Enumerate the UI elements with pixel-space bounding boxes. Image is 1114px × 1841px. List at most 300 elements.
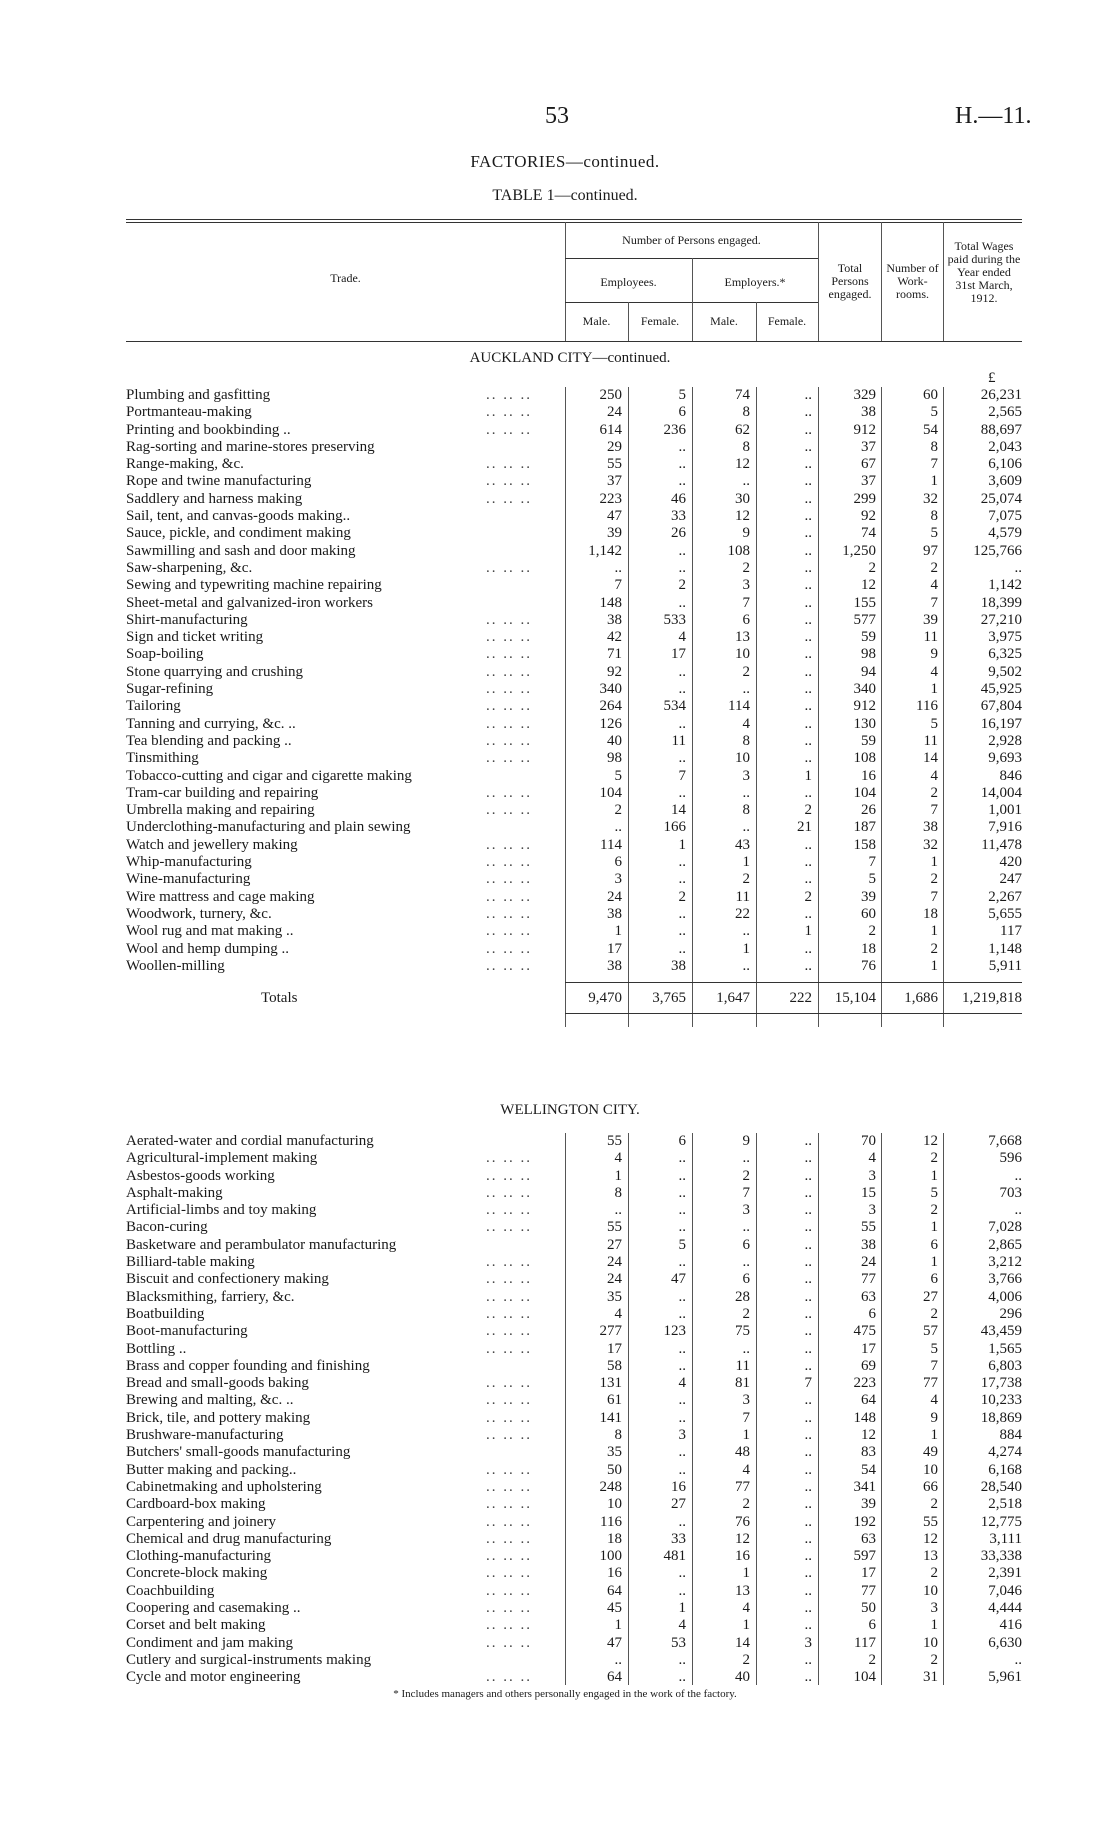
cell-employees-male: 55 [607, 456, 622, 473]
table-row [126, 923, 1022, 940]
cell-total-wages: 6,803 [988, 1357, 1022, 1374]
cell-employees-male: .. [614, 559, 622, 576]
cell-employers-female: .. [804, 1444, 812, 1461]
trade-name: Woollen-milling [126, 957, 225, 974]
cell-employees-male: 24 [607, 1271, 622, 1288]
dot-leader: .. .. .. [486, 784, 532, 801]
cell-employers-female: .. [804, 1167, 812, 1184]
cell-employees-male: 223 [599, 490, 622, 507]
totals-label: Totals [261, 990, 298, 1006]
table-row [126, 1514, 1022, 1531]
cell-total-wages: 247 [999, 871, 1022, 888]
cell-total-wages: 3,975 [988, 629, 1022, 646]
cell-employees-male: 98 [607, 750, 622, 767]
table-row [126, 837, 1022, 854]
total-employees-female: 3,765 [652, 990, 686, 1006]
cell-employers-female: .. [804, 646, 812, 663]
table-row [126, 768, 1022, 785]
cell-employers-female: 21 [797, 819, 812, 836]
cell-employers-female: .. [804, 1133, 812, 1149]
cell-employees-female: 2 [678, 888, 686, 905]
dot-leader: .. .. .. [486, 1478, 532, 1495]
dot-leader: .. .. .. [486, 1202, 532, 1219]
cell-total-persons: 1,250 [842, 542, 876, 559]
trade-name: Saddlery and harness making [126, 490, 303, 507]
cell-total-wages: 16,197 [980, 715, 1022, 732]
cell-total-wages: 3,111 [989, 1530, 1022, 1547]
cell-total-persons: 17 [861, 1340, 876, 1357]
table-row [126, 1375, 1022, 1392]
cell-employees-female: .. [678, 456, 686, 473]
table-row [126, 1565, 1022, 1582]
cell-employers-male: 8 [742, 802, 750, 819]
cell-employees-female: .. [678, 854, 686, 871]
cell-employers-female: .. [804, 611, 812, 628]
cell-employees-male: 55 [607, 1133, 622, 1149]
cell-employees-male: 18 [607, 1530, 622, 1547]
trade-name: Printing and bookbinding .. [126, 421, 291, 438]
cell-workrooms: 97 [923, 542, 938, 559]
cell-employees-male: 38 [607, 611, 622, 628]
trade-name: Asbestos-goods working [126, 1167, 275, 1184]
cell-total-wages: 27,210 [980, 611, 1022, 628]
cell-total-wages: .. [1014, 1202, 1022, 1219]
cell-workrooms: 32 [923, 490, 938, 507]
footnote: * Includes managers and others personally engaged in the work of the factory. [393, 1688, 737, 1700]
cell-employers-male: 1 [742, 940, 750, 957]
cell-total-persons: 37 [861, 438, 876, 455]
cell-employers-male: .. [742, 1254, 750, 1271]
cell-workrooms: 10 [923, 1461, 938, 1478]
table-row [126, 664, 1022, 681]
table-row [126, 1202, 1022, 1219]
dot-leader: .. .. .. [486, 629, 532, 646]
dot-leader: .. .. .. [486, 715, 532, 732]
cell-employers-male: 8 [742, 732, 750, 749]
cell-employees-male: 37 [607, 473, 622, 490]
cell-employees-female: 6 [678, 404, 686, 421]
trade-name: Artificial-limbs and toy making [126, 1202, 317, 1219]
cell-employers-female: .. [804, 456, 812, 473]
cell-employees-male: 1 [614, 1617, 622, 1634]
total-total-persons: 15,104 [834, 990, 876, 1006]
cell-workrooms: 4 [930, 663, 938, 680]
dot-leader: .. .. .. [486, 1409, 532, 1426]
cell-employers-male: 3 [742, 577, 750, 594]
cell-employees-male: 250 [599, 387, 622, 403]
cell-employees-male: 58 [607, 1357, 622, 1374]
document-reference: H.—11. [955, 103, 1032, 129]
trade-name: Billiard-table making [126, 1254, 255, 1271]
dot-leader: .. .. .. [486, 1305, 532, 1322]
cell-employers-female: .. [804, 594, 812, 611]
cell-total-persons: 50 [861, 1600, 876, 1617]
cell-employers-female: .. [804, 559, 812, 576]
trade-name: Cycle and motor engineering [126, 1669, 301, 1686]
cell-employees-male: 42 [607, 629, 622, 646]
dot-leader: .. .. .. [486, 490, 532, 507]
cell-total-persons: 12 [861, 1427, 876, 1444]
cell-employees-male: 64 [607, 1669, 622, 1686]
table-row [126, 1479, 1022, 1496]
trade-name: Cardboard-box making [126, 1496, 266, 1513]
dot-leader: .. .. .. [486, 732, 532, 749]
cell-employers-male: 8 [742, 404, 750, 421]
cell-employees-male: 64 [607, 1582, 622, 1599]
table-subheading: TABLE 1—continued. [492, 187, 638, 204]
cell-employees-male: 131 [599, 1375, 622, 1392]
cell-employees-male: 24 [607, 404, 622, 421]
cell-workrooms: 1 [930, 1617, 938, 1634]
cell-employees-male: 126 [599, 715, 622, 732]
trade-name: Woodwork, turnery, &c. [126, 905, 272, 922]
cell-total-wages: 2,043 [988, 438, 1022, 455]
table-row [126, 473, 1022, 490]
cell-employers-male: 4 [742, 1600, 750, 1617]
cell-total-persons: 76 [861, 957, 876, 974]
dot-leader: .. .. .. [486, 1582, 532, 1599]
cell-employers-female: .. [804, 1305, 812, 1322]
cell-employees-male: 148 [599, 594, 622, 611]
cell-total-persons: 2 [868, 559, 876, 576]
trade-name: Brewing and malting, &c. .. [126, 1392, 294, 1409]
cell-workrooms: 1 [930, 1254, 938, 1271]
trade-name: Sauce, pickle, and condiment making [126, 525, 351, 542]
cell-employees-female: .. [678, 559, 686, 576]
cell-employees-male: 55 [607, 1219, 622, 1236]
cell-employers-male: 40 [735, 1669, 750, 1686]
dot-leader: .. .. .. [486, 1375, 532, 1392]
table-row [126, 1669, 1022, 1686]
cell-employees-male: 8 [614, 1427, 622, 1444]
cell-employers-female: .. [804, 1478, 812, 1495]
table-row [126, 595, 1022, 612]
cell-employers-female: .. [804, 698, 812, 715]
cell-workrooms: 3 [930, 1600, 938, 1617]
dot-leader: .. .. .. [486, 663, 532, 680]
trade-name: Cutlery and surgical-instruments making [126, 1651, 372, 1668]
dot-leader: .. .. .. [486, 836, 532, 853]
cell-employees-female: .. [678, 1254, 686, 1271]
cell-workrooms: 57 [923, 1323, 938, 1340]
cell-workrooms: 5 [930, 525, 938, 542]
cell-total-wages: 416 [999, 1617, 1022, 1634]
cell-workrooms: 2 [930, 1202, 938, 1219]
trade-name: Tailoring [126, 698, 181, 715]
cell-employees-female: .. [678, 594, 686, 611]
table-row [126, 387, 1022, 404]
dot-leader: .. .. .. [486, 1496, 532, 1513]
cell-employees-female: .. [678, 1392, 686, 1409]
cell-total-wages: 6,325 [988, 646, 1022, 663]
trade-name: Sail, tent, and canvas-goods making.. [126, 508, 351, 525]
cell-total-persons: 187 [853, 819, 876, 836]
cell-total-wages: 3,609 [988, 473, 1022, 490]
cell-employees-male: 35 [607, 1444, 622, 1461]
dot-leader: .. .. .. [486, 1617, 532, 1634]
auckland-totals-row [126, 990, 1022, 1007]
table-row [126, 1635, 1022, 1652]
cell-employees-male: 17 [607, 940, 622, 957]
cell-total-persons: 475 [853, 1323, 876, 1340]
table-row [126, 1219, 1022, 1236]
table-row [126, 1462, 1022, 1479]
cell-employers-male: 1 [742, 854, 750, 871]
trade-name: Biscuit and confectionery making [126, 1271, 329, 1288]
cell-total-wages: 1,565 [988, 1340, 1022, 1357]
table-row [126, 1323, 1022, 1340]
cell-total-wages: 26,231 [980, 387, 1022, 403]
cell-employees-male: 1 [614, 1167, 622, 1184]
dot-leader: .. .. .. [486, 611, 532, 628]
cell-total-wages: 3,212 [988, 1254, 1022, 1271]
trade-name: Brick, tile, and pottery making [126, 1409, 311, 1426]
trade-name: Bottling .. [126, 1340, 187, 1357]
dot-leader: .. .. .. [486, 871, 532, 888]
trade-name: Asphalt-making [126, 1184, 223, 1201]
cell-employees-male: 17 [607, 1340, 622, 1357]
cell-workrooms: 13 [923, 1548, 938, 1565]
cell-employees-male: 6 [614, 854, 622, 871]
cell-employees-female: .. [678, 1219, 686, 1236]
table-row [126, 785, 1022, 802]
cell-employees-female: .. [678, 1150, 686, 1167]
cell-employers-female: .. [804, 1392, 812, 1409]
dot-leader: .. .. .. [486, 473, 532, 490]
trade-name: Coopering and casemaking .. [126, 1600, 301, 1617]
cell-employees-male: 141 [599, 1409, 622, 1426]
header-trade: Trade. [330, 271, 361, 285]
cell-total-wages: 28,540 [980, 1478, 1022, 1495]
table-row [126, 1254, 1022, 1271]
cell-total-persons: 2 [868, 923, 876, 940]
table-row [126, 1600, 1022, 1617]
table-row [126, 750, 1022, 767]
dot-leader: .. .. .. [486, 1461, 532, 1478]
cell-employees-male: 1,142 [588, 542, 622, 559]
cell-employers-male: 62 [735, 421, 750, 438]
cell-employees-female: .. [678, 784, 686, 801]
cell-employers-female: 1 [804, 767, 812, 784]
cell-employers-female: .. [804, 438, 812, 455]
cell-employers-female: .. [804, 732, 812, 749]
cell-employers-female: .. [804, 784, 812, 801]
cell-workrooms: 2 [930, 871, 938, 888]
cell-employers-female: .. [804, 1409, 812, 1426]
cell-total-persons: 158 [853, 836, 876, 853]
cell-employers-male: 1 [742, 1617, 750, 1634]
cell-workrooms: 2 [930, 1651, 938, 1668]
trade-name: Wool and hemp dumping .. [126, 940, 289, 957]
cell-total-wages: 11,478 [981, 836, 1022, 853]
dot-leader: .. .. .. [486, 1184, 532, 1201]
cell-total-wages: 125,766 [973, 542, 1022, 559]
cell-total-wages: 4,579 [988, 525, 1022, 542]
cell-total-wages: 33,338 [980, 1548, 1022, 1565]
cell-total-persons: 70 [861, 1133, 876, 1149]
table-row [126, 577, 1022, 594]
table-row [126, 1444, 1022, 1461]
cell-employers-female: .. [804, 1184, 812, 1201]
cell-employees-female: 5 [678, 387, 686, 403]
trade-name: Wire mattress and cage making [126, 888, 315, 905]
cell-total-wages: 1,001 [988, 802, 1022, 819]
table-row [126, 1410, 1022, 1427]
cell-employers-male: 10 [735, 750, 750, 767]
cell-employees-female: .. [678, 715, 686, 732]
cell-total-persons: 341 [853, 1478, 876, 1495]
cell-employers-male: 1 [742, 1427, 750, 1444]
trade-name: Agricultural-implement making [126, 1150, 318, 1167]
trade-name: Chemical and drug manufacturing [126, 1530, 332, 1547]
cell-employers-female: .. [804, 750, 812, 767]
dot-leader: .. .. .. [486, 1288, 532, 1305]
trade-name: Brushware-manufacturing [126, 1427, 284, 1444]
cell-employers-female: .. [804, 1427, 812, 1444]
cell-employers-female: .. [804, 508, 812, 525]
dot-leader: .. .. .. [486, 1565, 532, 1582]
cell-employers-male: 7 [742, 594, 750, 611]
cell-employers-female: .. [804, 1219, 812, 1236]
dot-leader: .. .. .. [486, 1323, 532, 1340]
cell-total-persons: 17 [861, 1565, 876, 1582]
cell-workrooms: 9 [930, 1409, 938, 1426]
cell-total-persons: 60 [861, 905, 876, 922]
trade-name: Sign and ticket writing [126, 629, 264, 646]
cell-employers-female: .. [804, 836, 812, 853]
dot-leader: .. .. .. [486, 1634, 532, 1651]
cell-workrooms: 4 [930, 767, 938, 784]
cell-employees-female: .. [678, 1651, 686, 1668]
cell-employers-female: .. [804, 421, 812, 438]
cell-employers-female: .. [804, 957, 812, 974]
cell-total-wages: 18,399 [980, 594, 1022, 611]
cell-total-wages: 2,518 [988, 1496, 1022, 1513]
cell-workrooms: 10 [923, 1582, 938, 1599]
currency-symbol: £ [988, 370, 996, 386]
dot-leader: .. .. .. [486, 404, 532, 421]
cell-workrooms: 1 [930, 1219, 938, 1236]
cell-employers-male: 3 [742, 767, 750, 784]
cell-employees-female: 481 [663, 1548, 686, 1565]
cell-employers-male: 81 [735, 1375, 750, 1392]
cell-employers-female: 2 [804, 802, 812, 819]
cell-workrooms: 6 [930, 1271, 938, 1288]
cell-workrooms: 5 [930, 715, 938, 732]
cell-employers-male: .. [742, 957, 750, 974]
trade-name: Basketware and perambulator manufacturing [126, 1236, 397, 1253]
cell-workrooms: 2 [930, 559, 938, 576]
cell-employees-male: 24 [607, 888, 622, 905]
cell-total-wages: 9,693 [988, 750, 1022, 767]
cell-employers-female: .. [804, 715, 812, 732]
cell-employers-female: .. [804, 1150, 812, 1167]
cell-total-wages: 884 [999, 1427, 1022, 1444]
dot-leader: .. .. .. [486, 456, 532, 473]
cell-total-persons: 77 [861, 1582, 876, 1599]
cell-workrooms: 1 [930, 1427, 938, 1444]
trade-name: Range-making, &c. [126, 456, 244, 473]
cell-employers-male: .. [742, 819, 750, 836]
table-row [126, 802, 1022, 819]
cell-employers-female: .. [804, 629, 812, 646]
cell-total-persons: 4 [868, 1150, 876, 1167]
cell-employees-female: .. [678, 681, 686, 698]
cell-employers-male: .. [742, 681, 750, 698]
cell-employees-female: .. [678, 1202, 686, 1219]
trade-name: Cabinetmaking and upholstering [126, 1478, 322, 1495]
cell-employers-female: .. [804, 577, 812, 594]
cell-workrooms: 2 [930, 1150, 938, 1167]
cell-employees-female: .. [678, 871, 686, 888]
dot-leader: .. .. .. [486, 681, 532, 698]
cell-employers-male: 4 [742, 715, 750, 732]
cell-workrooms: 60 [923, 387, 938, 403]
cell-employees-female: 2 [678, 577, 686, 594]
cell-total-persons: 3 [868, 1167, 876, 1184]
cell-employers-female: .. [804, 1617, 812, 1634]
dot-leader: .. .. .. [486, 646, 532, 663]
cell-total-wages: .. [1014, 1651, 1022, 1668]
cell-total-wages: 14,004 [980, 784, 1022, 801]
cell-employees-female: 47 [671, 1271, 686, 1288]
dot-leader: .. .. .. [486, 1254, 532, 1271]
cell-employees-female: .. [678, 1305, 686, 1322]
cell-employers-male: 43 [735, 836, 750, 853]
trade-name: Tea blending and packing .. [126, 732, 292, 749]
dot-leader: .. .. .. [486, 1392, 532, 1409]
cell-total-persons: 223 [853, 1375, 876, 1392]
cell-employers-female: .. [804, 1288, 812, 1305]
cell-total-persons: 37 [861, 473, 876, 490]
table-row [126, 456, 1022, 473]
cell-workrooms: 66 [923, 1478, 938, 1495]
cell-employees-female: .. [678, 473, 686, 490]
cell-total-wages: 2,391 [988, 1565, 1022, 1582]
section-title-wellington: WELLINGTON CITY. [500, 1102, 640, 1118]
cell-employers-female: .. [804, 1496, 812, 1513]
cell-workrooms: 38 [923, 819, 938, 836]
cell-total-persons: 340 [853, 681, 876, 698]
page-heading: FACTORIES—continued. [470, 152, 660, 171]
trade-name: Tinsmithing [126, 750, 199, 767]
cell-employers-female: 2 [804, 888, 812, 905]
cell-employers-male: 2 [742, 663, 750, 680]
table-row [126, 422, 1022, 439]
cell-total-persons: 39 [861, 1496, 876, 1513]
trade-name: Condiment and jam making [126, 1634, 294, 1651]
cell-total-wages: .. [1014, 1167, 1022, 1184]
cell-total-wages: 18,869 [980, 1409, 1022, 1426]
cell-total-wages: 2,267 [988, 888, 1022, 905]
cell-workrooms: 6 [930, 1236, 938, 1253]
cell-workrooms: 8 [930, 508, 938, 525]
cell-workrooms: 31 [923, 1669, 938, 1686]
cell-employers-female: .. [804, 1530, 812, 1547]
page-number: 53 [545, 103, 569, 129]
trade-name: Bacon-curing [126, 1219, 208, 1236]
total-employees-male: 9,470 [588, 990, 622, 1006]
dot-leader: .. .. .. [486, 698, 532, 715]
dot-leader: .. .. .. [486, 940, 532, 957]
header-total-persons: Total Persons engaged. [828, 261, 872, 301]
table-row [126, 716, 1022, 733]
trade-name: Blacksmithing, farriery, &c. [126, 1288, 295, 1305]
cell-total-wages: 88,697 [980, 421, 1022, 438]
cell-employees-female: 4 [678, 1375, 686, 1392]
cell-employers-male: 75 [735, 1323, 750, 1340]
cell-employees-female: 14 [671, 802, 686, 819]
